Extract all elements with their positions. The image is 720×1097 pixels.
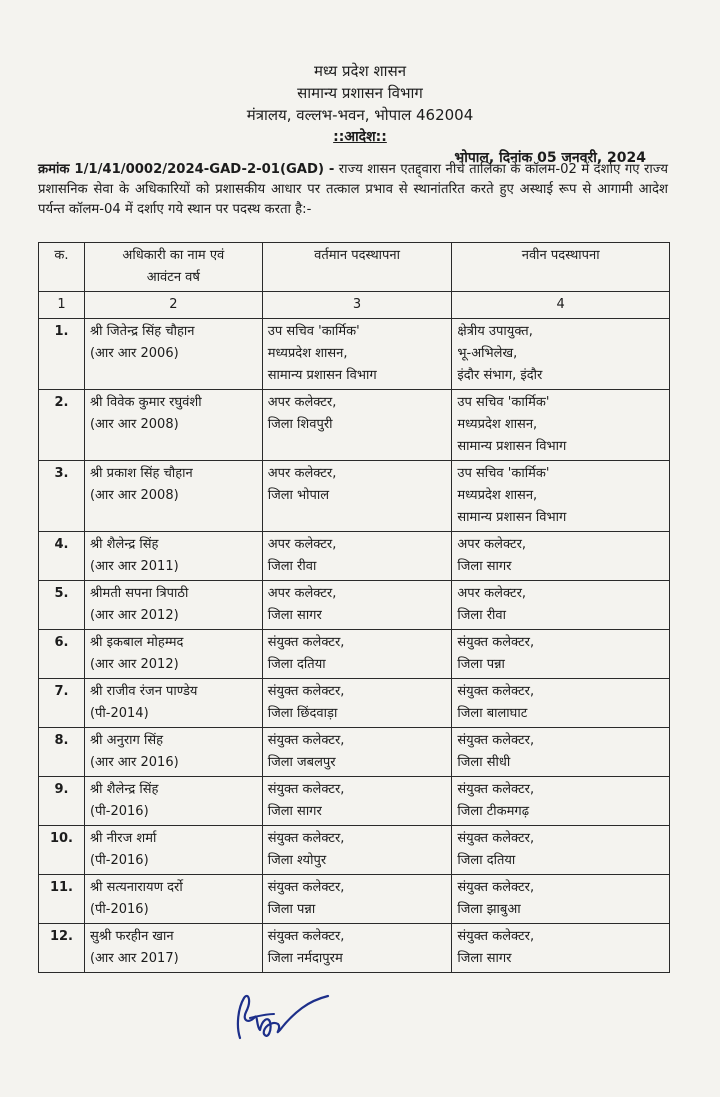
current-posting-line: अपर कलेक्टर, (267, 537, 337, 552)
officer-batch: (पी-2016) (89, 902, 149, 917)
current-posting-line: मध्यप्रदेश शासन, (267, 346, 348, 361)
current-posting-line: संयुक्त कलेक्टर, (267, 635, 345, 650)
current-posting-line: जिला रीवा (267, 559, 317, 574)
new-posting-line: मध्यप्रदेश शासन, (457, 417, 538, 432)
new-posting-line: संयुक्त कलेक्टर, (457, 782, 535, 797)
govt-name: मध्य प्रदेश शासन (313, 62, 407, 80)
new-posting-line: अपर कलेक्टर, (457, 537, 527, 552)
row-serial: 12. (39, 924, 85, 973)
row-serial: 3. (39, 461, 85, 532)
table-row (39, 532, 670, 581)
officer-name: श्री इकबाल मोहम्मद (89, 635, 184, 650)
signature-stroke (250, 1014, 274, 1018)
new-posting-line: मध्यप्रदेश शासन, (457, 488, 538, 503)
officer-batch: (आर आर 2008) (89, 488, 179, 503)
place-date: भोपाल, दिनांक 05 जनवरी, 2024 (454, 150, 646, 166)
new-posting-cell (452, 875, 670, 924)
header-officer (84, 243, 262, 292)
current-posting-line: संयुक्त कलेक्टर, (267, 831, 345, 846)
row-serial: 5. (39, 581, 85, 630)
column-number: 3 (262, 292, 452, 319)
table-row (39, 826, 670, 875)
new-posting-line: जिला सागर (457, 951, 512, 966)
header-officer-line1: अधिकारी का नाम एवं (122, 248, 225, 263)
new-posting-line: सामान्य प्रशासन विभाग (457, 510, 567, 525)
row-serial: 1. (39, 319, 85, 390)
current-posting-cell (262, 461, 452, 532)
current-posting-cell (262, 532, 452, 581)
current-posting-line: संयुक्त कलेक्टर, (267, 782, 345, 797)
officer-batch: (आर आर 2011) (89, 559, 179, 574)
officer-cell (84, 581, 262, 630)
current-posting-cell (262, 777, 452, 826)
officer-name: श्री नीरज शर्मा (89, 831, 157, 846)
officer-batch: (आर आर 2006) (89, 346, 179, 361)
current-posting-cell (262, 630, 452, 679)
officer-name: सुश्री फरहीन खान (89, 929, 174, 944)
table-row (39, 461, 670, 532)
officer-cell (84, 728, 262, 777)
new-posting-line: जिला सीधी (457, 755, 511, 770)
table-row (39, 875, 670, 924)
new-posting-line: जिला पन्ना (457, 657, 505, 672)
table-row (39, 319, 670, 390)
current-posting-line: अपर कलेक्टर, (267, 395, 337, 410)
officer-cell (84, 679, 262, 728)
officer-name: श्री प्रकाश सिंह चौहान (89, 466, 193, 481)
current-posting-cell (262, 390, 452, 461)
officer-batch: (पी-2016) (89, 804, 149, 819)
current-posting-line: संयुक्त कलेक्टर, (267, 880, 345, 895)
officer-name: श्री सत्यनारायण दर्रो (89, 880, 183, 895)
new-posting-line: उप सचिव 'कार्मिक' (457, 395, 550, 410)
current-posting-cell (262, 924, 452, 973)
new-posting-line: भू-अभिलेख, (457, 346, 518, 361)
current-posting-line: जिला जबलपुर (267, 755, 336, 770)
officer-batch: (आर आर 2016) (89, 755, 179, 770)
column-number: 1 (39, 292, 85, 319)
header-current-posting: वर्तमान पदस्थापना (262, 243, 452, 292)
table-row (39, 630, 670, 679)
new-posting-line: संयुक्त कलेक्टर, (457, 684, 535, 699)
header-serial: क. (39, 243, 85, 292)
row-serial: 6. (39, 630, 85, 679)
officer-name: श्री जितेन्द्र सिंह चौहान (89, 324, 195, 339)
officer-name: श्री शैलेन्द्र सिंह (89, 782, 159, 797)
officer-name: श्री शैलेन्द्र सिंह (89, 537, 159, 552)
new-posting-cell (452, 581, 670, 630)
new-posting-line: संयुक्त कलेक्टर, (457, 635, 535, 650)
officer-name: श्री राजीव रंजन पाण्डेय (89, 684, 198, 699)
new-posting-cell (452, 924, 670, 973)
signature (228, 990, 338, 1050)
current-posting-line: जिला पन्ना (267, 902, 316, 917)
new-posting-line: जिला रीवा (457, 608, 506, 623)
table-row (39, 777, 670, 826)
new-posting-line: जिला झाबुआ (457, 902, 521, 917)
officer-cell (84, 390, 262, 461)
officer-name: श्रीमती सपना त्रिपाठी (89, 586, 189, 601)
current-posting-line: सामान्य प्रशासन विभाग (267, 368, 377, 383)
transfer-table (38, 242, 670, 973)
current-posting-line: जिला श्योपुर (267, 853, 327, 868)
current-posting-line: जिला छिंदवाड़ा (267, 706, 338, 721)
new-posting-cell (452, 319, 670, 390)
officer-batch: (पी-2016) (89, 853, 149, 868)
new-posting-line: संयुक्त कलेक्टर, (457, 733, 535, 748)
officer-cell (84, 826, 262, 875)
row-serial: 7. (39, 679, 85, 728)
officer-batch: (पी-2014) (89, 706, 149, 721)
officer-cell (84, 319, 262, 390)
table-row (39, 390, 670, 461)
current-posting-cell (262, 826, 452, 875)
order-text: राज्य शासन एतद्द्वारा नीचे तालिका के कॉलम-02 में दर्शाए गए राज्य प्रशासनिक सेवा के अधिकारियों को प्रशासकीय आधार पर तत्काल प्रभाव से स्थानांतरित करते हुए अस्थाई रूप से आगामी आदेश पर्यन्त कॉलम-04 में दर्शाए गये स्थान पर पदस्थ करता है:- (38, 162, 668, 217)
officer-cell (84, 924, 262, 973)
row-serial: 8. (39, 728, 85, 777)
column-number-row (39, 292, 670, 319)
current-posting-cell (262, 319, 452, 390)
table-header-row (39, 243, 670, 292)
table-row (39, 679, 670, 728)
current-posting-cell (262, 728, 452, 777)
officer-cell (84, 630, 262, 679)
current-posting-line: जिला नर्मदापुरम (267, 951, 343, 966)
new-posting-line: इंदौर संभाग, इंदौर (457, 368, 543, 383)
new-posting-cell (452, 777, 670, 826)
officer-batch: (आर आर 2017) (89, 951, 179, 966)
row-serial: 2. (39, 390, 85, 461)
new-posting-line: जिला सागर (457, 559, 512, 574)
current-posting-cell (262, 679, 452, 728)
current-posting-line: संयुक्त कलेक्टर, (267, 733, 345, 748)
row-serial: 10. (39, 826, 85, 875)
header-officer-line2: आवंटन वर्ष (146, 270, 200, 285)
officer-name: श्री अनुराग सिंह (89, 733, 164, 748)
new-posting-cell (452, 679, 670, 728)
officer-batch: (आर आर 2008) (89, 417, 179, 432)
current-posting-line: उप सचिव 'कार्मिक' (267, 324, 360, 339)
order-paragraph (38, 160, 668, 220)
new-posting-cell (452, 461, 670, 532)
new-posting-cell (452, 728, 670, 777)
new-posting-line: संयुक्त कलेक्टर, (457, 880, 535, 895)
officer-batch: (आर आर 2012) (89, 657, 179, 672)
row-serial: 11. (39, 875, 85, 924)
new-posting-line: जिला बालाघाट (457, 706, 528, 721)
new-posting-cell (452, 532, 670, 581)
current-posting-line: संयुक्त कलेक्टर, (267, 684, 345, 699)
new-posting-line: क्षेत्रीय उपायुक्त, (457, 324, 533, 339)
new-posting-line: उप सचिव 'कार्मिक' (457, 466, 550, 481)
new-posting-line: संयुक्त कलेक्टर, (457, 831, 535, 846)
order-reference: क्रमांक 1/1/41/0002/2024-GAD-2-01(GAD) - (38, 162, 335, 177)
current-posting-line: अपर कलेक्टर, (267, 586, 337, 601)
current-posting-cell (262, 581, 452, 630)
new-posting-line: जिला टीकमगढ़ (457, 804, 530, 819)
current-posting-line: अपर कलेक्टर, (267, 466, 337, 481)
column-number: 2 (84, 292, 262, 319)
new-posting-line: सामान्य प्रशासन विभाग (457, 439, 567, 454)
current-posting-line: संयुक्त कलेक्टर, (267, 929, 345, 944)
row-serial: 4. (39, 532, 85, 581)
officer-cell (84, 461, 262, 532)
new-posting-line: जिला दतिया (457, 853, 516, 868)
department-address: मंत्रालय, वल्लभ-भवन, भोपाल 462004 (246, 106, 474, 124)
officer-name: श्री विवेक कुमार रघुवंशी (89, 395, 202, 410)
officer-cell (84, 875, 262, 924)
new-posting-cell (452, 390, 670, 461)
current-posting-cell (262, 875, 452, 924)
current-posting-line: जिला सागर (267, 804, 322, 819)
row-serial: 9. (39, 777, 85, 826)
order-heading: ::आदेश:: (333, 129, 387, 145)
header-new-posting: नवीन पदस्थापना (452, 243, 670, 292)
officer-batch: (आर आर 2012) (89, 608, 179, 623)
current-posting-line: जिला दतिया (267, 657, 326, 672)
table-row (39, 924, 670, 973)
current-posting-line: जिला शिवपुरी (267, 417, 333, 432)
table-row (39, 581, 670, 630)
new-posting-line: संयुक्त कलेक्टर, (457, 929, 535, 944)
officer-cell (84, 777, 262, 826)
new-posting-cell (452, 630, 670, 679)
officer-cell (84, 532, 262, 581)
current-posting-line: जिला भोपाल (267, 488, 330, 503)
column-number: 4 (452, 292, 670, 319)
table-row (39, 728, 670, 777)
current-posting-line: जिला सागर (267, 608, 322, 623)
new-posting-cell (452, 826, 670, 875)
new-posting-line: अपर कलेक्टर, (457, 586, 527, 601)
department-name: सामान्य प्रशासन विभाग (297, 84, 423, 102)
